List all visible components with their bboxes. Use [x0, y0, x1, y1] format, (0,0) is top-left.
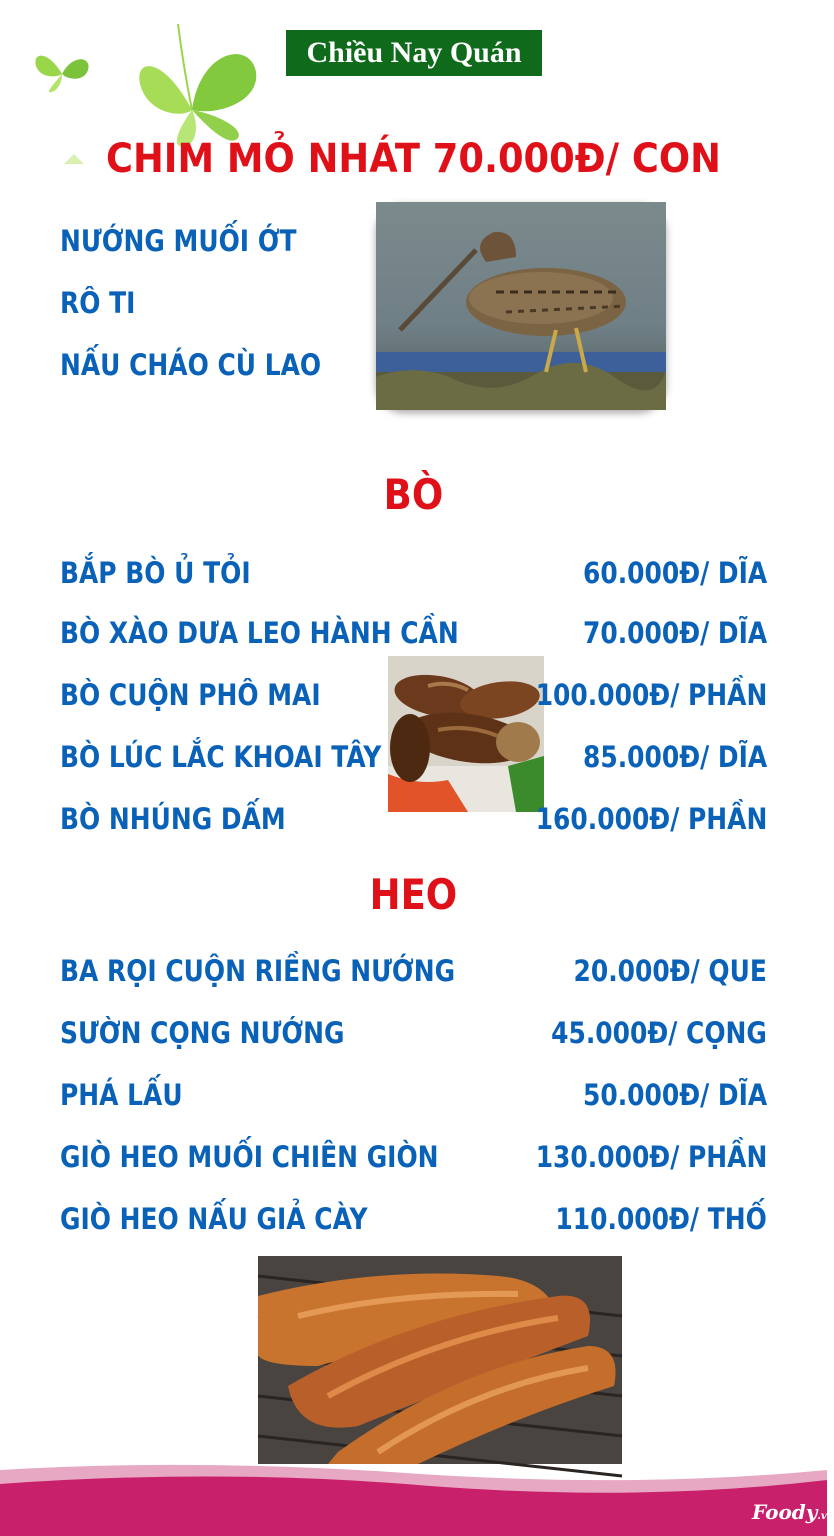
menu-item-price: 130.000Đ/ PHẦN: [535, 1140, 767, 1174]
menu-item-price: 110.000Đ/ THỐ: [555, 1202, 767, 1236]
restaurant-title: Chiều Nay Quán: [286, 30, 542, 76]
watermark-suffix: .vn: [817, 1511, 834, 1522]
section-heading-pork: HEO: [369, 870, 458, 919]
grilled-pork-ribs-photo: [258, 1256, 622, 1464]
menu-item-name: SƯỜN CỌNG NƯỚNG: [60, 1016, 345, 1050]
section-heading-beef: BÒ: [383, 470, 444, 519]
butterfly-decoration-icon: [28, 40, 98, 100]
bird-dish: NẤU CHÁO CÙ LAO: [60, 348, 322, 382]
menu-item-price: 60.000Đ/ DĨA: [582, 556, 767, 590]
menu-item-price: 45.000Đ/ CỌNG: [551, 1016, 767, 1050]
headline-bird-price: CHIM MỎ NHÁT 70.000Đ/ CON: [105, 136, 721, 182]
menu-item-name: BÒ XÀO DƯA LEO HÀNH CẦN: [60, 616, 459, 650]
footer-wave-decoration: [0, 1440, 827, 1536]
menu-item-name: BA RỌI CUỘN RIỀNG NƯỚNG: [60, 954, 456, 988]
snipe-bird-photo: [376, 202, 666, 410]
menu-item-name: PHÁ LẤU: [60, 1078, 183, 1112]
menu-item-name: GIÒ HEO NẤU GIẢ CÀY: [60, 1202, 368, 1236]
menu-item-name: GIÒ HEO MUỐI CHIÊN GIÒN: [60, 1140, 439, 1174]
bird-dish: NƯỚNG MUỐI ỚT: [60, 224, 297, 258]
menu-item-price: 50.000Đ/ DĨA: [582, 1078, 767, 1112]
menu-item-price: 70.000Đ/ DĨA: [582, 616, 767, 650]
menu-item-name: BÒ CUỘN PHÔ MAI: [60, 678, 321, 712]
menu-item-price: 20.000Đ/ QUE: [573, 954, 767, 988]
menu-item-name: BÒ LÚC LẮC KHOAI TÂY: [60, 740, 382, 774]
foody-watermark: [752, 1500, 834, 1524]
menu-item-name: BẮP BÒ Ủ TỎI: [60, 556, 251, 590]
watermark-text: Foody: [752, 1500, 818, 1524]
menu-item-name: BÒ NHÚNG DẤM: [60, 802, 286, 836]
menu-item-price: 100.000Đ/ PHẦN: [535, 678, 767, 712]
menu-item-price: 160.000Đ/ PHẦN: [535, 802, 767, 836]
menu-item-price: 85.000Đ/ DĨA: [582, 740, 767, 774]
bird-dish: RÔ TI: [60, 286, 136, 320]
beef-roll-photo: [388, 656, 544, 812]
